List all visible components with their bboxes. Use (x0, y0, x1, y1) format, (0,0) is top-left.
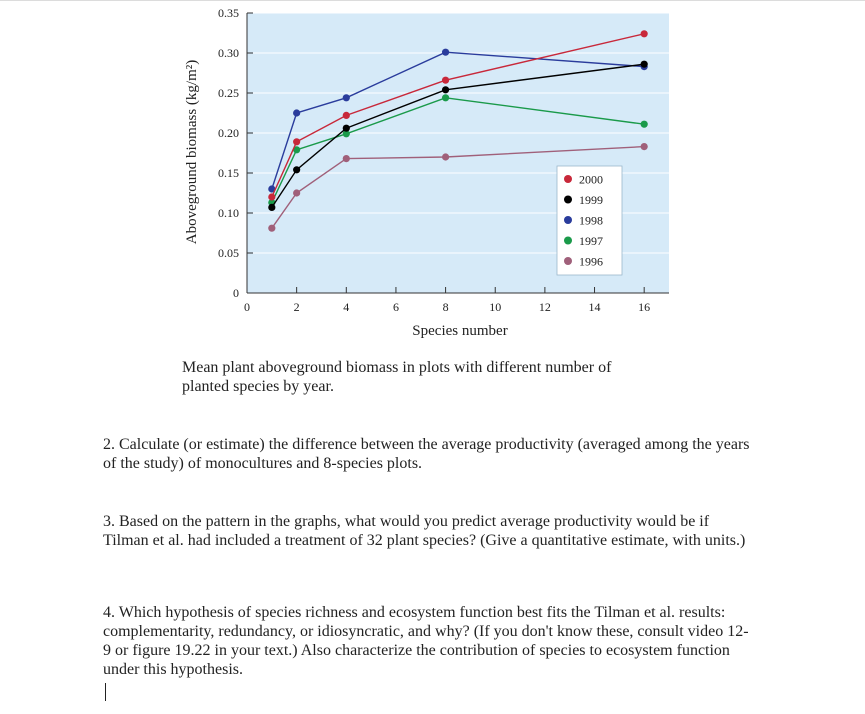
x-tick-label: 4 (343, 300, 350, 314)
y-tick-label: 0.20 (218, 126, 239, 140)
y-tick-label: 0.15 (218, 166, 239, 180)
point-2000-8 (442, 77, 449, 84)
x-tick-label: 0 (244, 300, 250, 314)
y-tick-label: 0.10 (218, 206, 239, 220)
legend-label-1997: 1997 (579, 234, 603, 248)
point-1996-2 (293, 189, 300, 196)
legend-label-1998: 1998 (579, 213, 603, 228)
x-tick-label: 2 (293, 300, 300, 314)
point-2000-2 (293, 138, 300, 145)
point-1997-8 (442, 94, 449, 101)
legend-label-1996: 1996 (579, 254, 603, 269)
x-tick-label: 16 (638, 300, 651, 314)
y-tick-label: 0.35 (218, 6, 239, 20)
point-2000-16 (641, 30, 648, 37)
question-3: 3. Based on the pattern in the graphs, what would you predict average productivity would be if Tilman et al. had included a treatment of 32 plant species? (Give a quantitative estimate, with units.) (103, 513, 746, 549)
point-1999-16 (641, 61, 648, 68)
legend-marker-1999 (564, 196, 572, 204)
y-tick-label: 0 (233, 286, 239, 300)
point-1998-2 (293, 109, 300, 116)
point-1998-4 (343, 94, 350, 101)
y-tick-label: 0.05 (218, 246, 239, 260)
point-1997-16 (641, 121, 648, 128)
x-tick-label: 14 (588, 300, 601, 314)
point-1996-1 (268, 225, 275, 232)
y-tick-label: 0.25 (218, 86, 239, 100)
point-2000-4 (343, 112, 350, 119)
x-axis-label: Species number (412, 323, 508, 339)
legend-marker-1996 (564, 257, 572, 265)
x-tick-label: 6 (392, 300, 399, 314)
legend (557, 166, 622, 275)
question-2: 2. Calculate (or estimate) the difference between the average productivity (averaged among the years of the study) of monocultures and 8-species plots. (103, 436, 750, 472)
legend-label-1999: 1999 (579, 193, 603, 207)
x-tick-label: 12 (538, 300, 551, 314)
point-2000-1 (268, 193, 275, 200)
point-1998-8 (442, 49, 449, 56)
figure-caption: Mean plant aboveground biomass in plots with different number of planted species by year. (182, 359, 612, 395)
point-1996-16 (641, 143, 648, 150)
y-axis-label: Aboveground biomass (kg/m²) (184, 59, 200, 245)
x-tick-label: 8 (442, 300, 449, 314)
question-4: 4. Which hypothesis of species richness and ecosystem function best fits the Tilman et al. results: complementarity, redundancy, or idiosyncratic, and why? (If you don't know these, consult video 12-9 or figure 19.22 in your text.) Also characterize the contribution of species to ecosystem function under this hypothesis. (103, 604, 749, 678)
legend-marker-2000 (564, 175, 572, 183)
legend-marker-1998 (564, 216, 572, 224)
point-1999-1 (268, 204, 275, 211)
point-1999-4 (343, 125, 350, 132)
text-cursor[interactable] (105, 683, 106, 701)
point-1996-8 (442, 153, 449, 160)
point-1996-4 (343, 155, 350, 162)
x-tick-label: 10 (489, 300, 502, 314)
legend-marker-1997 (564, 237, 572, 245)
biomass-chart (0, 0, 700, 345)
point-1999-2 (293, 166, 300, 173)
legend-label-2000: 2000 (579, 172, 603, 187)
y-tick-label: 0.30 (218, 46, 239, 60)
point-1999-8 (442, 86, 449, 93)
